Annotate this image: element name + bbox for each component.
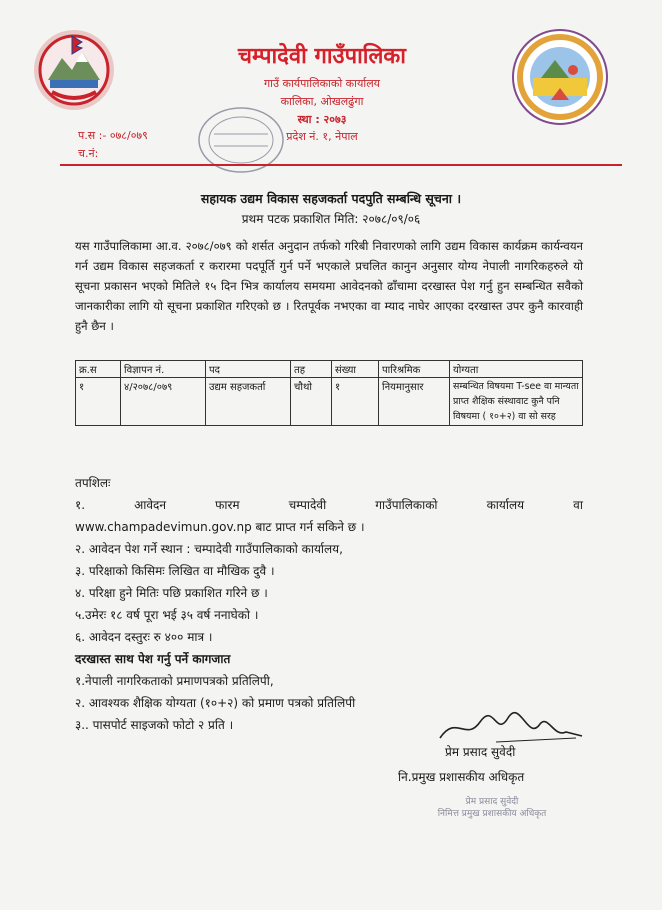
signatory-designation: नि.प्रमुख प्रशासकीय अधिकृत (398, 770, 525, 784)
cell-qualification: सम्बन्धित विषयमा T-see वा मान्यता प्राप्त शैक्षिक संस्थावाट कुनै पनि विषयमा ( १०+२) वा सो सरह (450, 378, 583, 426)
stamp-title: निमित्त प्रमुख प्रशासकीय अधिकृत (437, 809, 547, 819)
col-level: तह (291, 361, 332, 378)
header-divider (60, 164, 622, 166)
item-word: आवेदन (134, 498, 167, 512)
publish-date: प्रथम पटक प्रकाशित मिति: २०७८/०९/०६ (241, 212, 421, 226)
item-word: वा (573, 498, 583, 512)
vacancy-table (75, 360, 583, 426)
signatory-stamp (422, 796, 562, 820)
item-word: गाउँपालिकाको (375, 498, 438, 512)
notice-body: यस गाउँपालिकामा आ.व. २०७८/०७९ को शर्सत अनुदान तर्फको गरिबी निवारणको लागि उद्यम विकास कार्यक्रम कार्यन्वयन गर्न उद्यम विकास सहजकर्ता र करारमा पदपूर्ति गुर्न पर्ने भएकाले प्रचलित कानुन अनुसार योग्य नेपाली नागरिकहरुले यो सूचना प्रकासन भएको मितिले १५ दिन भित्र कार्यालय समयमा आवेदनको ढाँचामा दरखास्त पेश गर्नु हुन सम्बन्धित सवैको जानकारीका लागि यो सूचना प्रकाशित गरिएको छ । रितपूर्वक नभएका वा म्याद नाघेर आएका दरखास्त उपर कुनै कारवाही हुनै छैन । (75, 239, 583, 333)
list-item (75, 494, 583, 516)
col-salary: पारिश्रमिक (379, 361, 450, 378)
signature (436, 708, 586, 748)
cell-level: चौथो (291, 378, 332, 426)
cell-count: १ (332, 378, 379, 426)
municipality-logo (511, 28, 609, 126)
cell-post: उद्यम सहजकर्ता (206, 378, 291, 426)
document-item: ३.. पासपोर्ट साइजको फोटो २ प्रति । (75, 718, 234, 732)
reference-number: प.स :- ०७८/०७९ (78, 129, 148, 142)
details-section (75, 472, 583, 736)
dispatch-number: च.नं: (78, 147, 99, 160)
municipality-title: चम्पादेवी गाउँपालिका (238, 44, 406, 69)
cell-sn: १ (76, 378, 121, 426)
province: प्रदेश नं. १, नेपाल (286, 130, 358, 143)
cell-ad-no: ४/२०७८/०७९ (121, 378, 206, 426)
nepal-emblem-logo (32, 28, 116, 112)
col-qualification: योग्यता (450, 361, 583, 378)
item-number: १. (75, 498, 86, 512)
item-word: कार्यालय (486, 498, 525, 512)
table-header-row (76, 361, 583, 378)
cell-salary: नियमानुसार (379, 378, 450, 426)
signatory-name: प्रेम प्रसाद सुवेदी (445, 745, 516, 759)
table-row (76, 378, 583, 426)
list-item: ४. परिक्षा हुने मितिः पछि प्रकाशित गरिने छ । (75, 586, 268, 600)
website-line: www.champadevimun.gov.np बाट प्राप्त गर्न सकिने छ । (75, 520, 365, 534)
col-post: पद (206, 361, 291, 378)
stamp-name: प्रेम प्रसाद सुवेदी (465, 797, 519, 807)
list-item: ५.उमेरः १८ वर्ष पूरा भई ३५ वर्ष ननाघेको । (75, 608, 259, 622)
list-item: ३. परिक्षाको किसिमः लिखित वा मौखिक दुवै । (75, 564, 275, 578)
notice-title: सहायक उद्यम विकास सहजकर्ता पदपुति सम्बन्धि सूचना । (200, 191, 462, 206)
list-item: ६. आवेदन दस्तुरः रु ४०० मात्र । (75, 630, 213, 644)
office-name: गाउँ कार्यपालिकाको कार्यालय (263, 77, 381, 90)
established-year: स्था : २०७३ (297, 113, 347, 126)
office-location: कालिका, ओखलढुंगा (280, 95, 364, 108)
documents-heading: दरखास्त साथ पेश गर्नु पर्ने कागजात (75, 652, 231, 666)
document-item: २. आवश्यक शैक्षिक योग्यता (१०+२) को प्रमाण पत्रको प्रतिलिपी (75, 696, 356, 710)
item-word: फारम (215, 498, 240, 512)
list-item: २. आवेदन पेश गर्ने स्थान : चम्पादेवी गाउँपालिकाको कार्यालय, (75, 542, 343, 556)
col-count: संख्या (332, 361, 379, 378)
col-ad-no: विज्ञापन नं. (121, 361, 206, 378)
document-item: १.नेपाली नागरिकताको प्रमाणपत्रको प्रतिलिपी, (75, 674, 274, 688)
col-sn: क्र.स (76, 361, 121, 378)
details-heading: तपशिलः (75, 476, 111, 490)
item-word: चम्पादेवी (288, 498, 327, 512)
